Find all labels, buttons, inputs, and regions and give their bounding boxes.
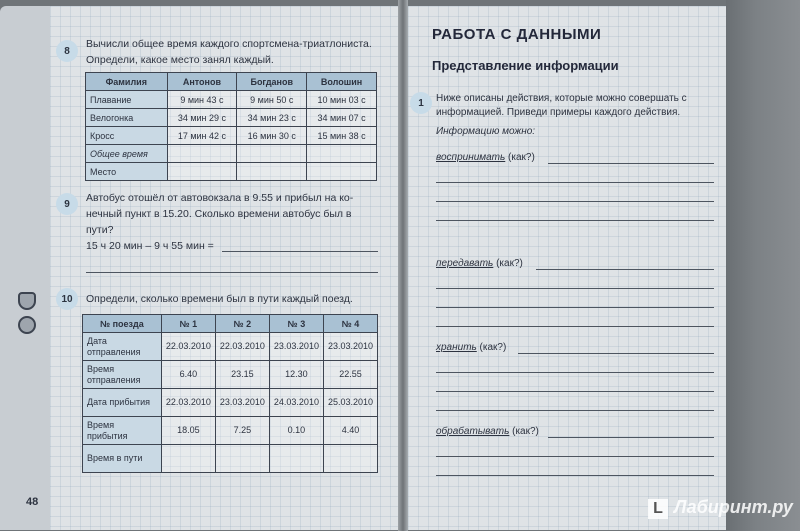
triathlon-header-cell: Волошин [307,73,377,91]
trains-row [83,361,378,389]
action-answer-line[interactable] [436,201,714,202]
triathlon-cell: 34 мин 29 с [167,109,237,127]
task-10-text: Определи, сколько времени был в пути каждый поезд. [86,293,353,305]
action-hint: (как?) [476,342,507,353]
triathlon-cell[interactable] [237,163,307,181]
triathlon-row [86,91,377,109]
action-hint: (как?) [493,258,523,269]
task-1-text-line1: Ниже описаны действия, которые можно совершать с [436,93,687,104]
trains-row [83,445,378,473]
trains-row-label: Время отправления [83,361,162,389]
triathlon-cell[interactable] [167,163,237,181]
trains-header-cell: № 3 [269,315,323,333]
trains-cell[interactable] [323,445,377,473]
triathlon-row [86,145,377,163]
trains-cell: 6.40 [161,361,215,389]
triathlon-row [86,109,377,127]
trains-row-label: Дата прибытия [83,389,162,417]
trains-cell: 4.40 [323,417,377,445]
action-answer-line[interactable] [436,410,714,411]
triathlon-cell[interactable] [307,145,377,163]
triathlon-cell: 10 мин 03 с [307,91,377,109]
action-label [436,424,539,440]
trains-cell: 18.05 [161,417,215,445]
task-1-number: 1 [410,92,432,114]
target-icon [18,316,36,334]
triathlon-cell: 34 мин 07 с [307,109,377,127]
trains-cell: 12.30 [269,361,323,389]
trains-cell: 23.03.2010 [323,333,377,361]
task-1-text [436,92,687,120]
trains-row [83,333,378,361]
triathlon-row-label: Место [86,163,168,181]
task-8-number: 8 [56,40,78,62]
action-answer-line[interactable] [436,326,714,327]
trains-header-cell: № 2 [215,315,269,333]
triathlon-header-row [86,73,377,91]
trains-cell: 22.03.2010 [161,389,215,417]
trains-row [83,417,378,445]
trains-cell: 22.55 [323,361,377,389]
trains-cell: 23.15 [215,361,269,389]
task-8-text-line2: Определи, какое место занял каждый. [86,54,274,66]
triathlon-header-cell: Богданов [237,73,307,91]
task-8-text-line1: Вычисли общее время каждого спортсмена-триатлониста. [86,38,372,50]
triathlon-table [85,72,377,181]
task-9-text-line2: нечный пункт в 15.20. Сколько времени автобус был в [86,208,352,220]
action-answer-line[interactable] [536,269,714,270]
trains-row-label: Время в пути [83,445,162,473]
task-1-lead: Информацию можно: [436,126,536,137]
trains-table [82,314,378,473]
action-verb: воспринимать [436,152,506,163]
task-9-answer-line[interactable] [222,251,378,252]
action-answer-line[interactable] [436,182,714,183]
section-title: РАБОТА С ДАННЫМИ [432,26,602,43]
triathlon-cell: 17 мин 42 с [167,127,237,145]
task-8-text [86,36,372,68]
triathlon-cell: 9 мин 50 с [237,91,307,109]
task-9-text [86,190,353,238]
action-answer-line[interactable] [436,288,714,289]
action-answer-line[interactable] [436,475,714,476]
triathlon-cell: 34 мин 23 с [237,109,307,127]
trains-row [83,389,378,417]
action-label [436,340,506,356]
task-1-text-line2: информацией. Приведи примеры каждого действия. [436,107,681,118]
triathlon-cell[interactable] [307,163,377,181]
trains-cell[interactable] [161,445,215,473]
pawn-icon [18,292,36,310]
action-answer-line[interactable] [548,163,714,164]
action-answer-line[interactable] [436,456,714,457]
task-9-answer-line-2[interactable] [86,272,378,273]
action-answer-line[interactable] [548,437,714,438]
action-answer-line[interactable] [436,220,714,221]
trains-row-label: Дата отправления [83,333,162,361]
trains-row-label: Время прибытия [83,417,162,445]
action-hint: (как?) [509,426,539,437]
action-verb: хранить [436,342,477,353]
triathlon-row [86,163,377,181]
triathlon-header-cell: Фамилия [86,73,168,91]
trains-header-cell: № 4 [323,315,377,333]
triathlon-row-label: Велогонка [86,109,168,127]
trains-cell: 23.03.2010 [215,389,269,417]
task-10-number: 10 [56,288,78,310]
trains-cell: 25.03.2010 [323,389,377,417]
triathlon-cell: 15 мин 38 с [307,127,377,145]
task-9-expression: 15 ч 20 мин – 9 ч 55 мин = [86,240,214,252]
action-answer-line[interactable] [436,391,714,392]
trains-cell: 23.03.2010 [269,333,323,361]
action-answer-line[interactable] [518,353,714,354]
trains-cell[interactable] [269,445,323,473]
action-label [436,150,535,166]
triathlon-row-label: Общее время [86,145,168,163]
trains-header-cell: № поезда [83,315,162,333]
trains-cell: 22.03.2010 [215,333,269,361]
action-answer-line[interactable] [436,307,714,308]
labirint-logo-icon: L [648,499,668,519]
task-9-text-line3: пути? [86,224,114,236]
triathlon-row-label: Кросс [86,127,168,145]
triathlon-cell: 16 мин 30 с [237,127,307,145]
triathlon-cell[interactable] [237,145,307,163]
triathlon-row-label: Плавание [86,91,168,109]
book-gutter [398,0,408,531]
section-subtitle: Представление информации [432,58,619,73]
action-hint: (как?) [505,152,535,163]
trains-cell: 7.25 [215,417,269,445]
action-verb: передавать [436,258,494,269]
action-verb: обрабатывать [436,426,510,437]
trains-header-cell: № 1 [161,315,215,333]
task-9-number: 9 [56,193,78,215]
triathlon-cell[interactable] [167,145,237,163]
triathlon-row [86,127,377,145]
watermark-text: Лабиринт.ру [674,497,793,517]
triathlon-header-cell: Антонов [167,73,237,91]
action-label [436,256,523,272]
triathlon-cell: 9 мин 43 с [167,91,237,109]
action-answer-line[interactable] [436,372,714,373]
trains-header-row [83,315,378,333]
trains-cell: 24.03.2010 [269,389,323,417]
left-margin-strip [0,6,50,530]
trains-cell: 22.03.2010 [161,333,215,361]
task-9-text-line1: Автобус отошёл от автовокзала в 9.55 и прибыл на ко- [86,192,354,204]
right-page-edge [726,0,800,531]
trains-cell: 0.10 [269,417,323,445]
trains-cell[interactable] [215,445,269,473]
watermark [648,497,793,519]
page-number-left: 48 [26,496,39,508]
